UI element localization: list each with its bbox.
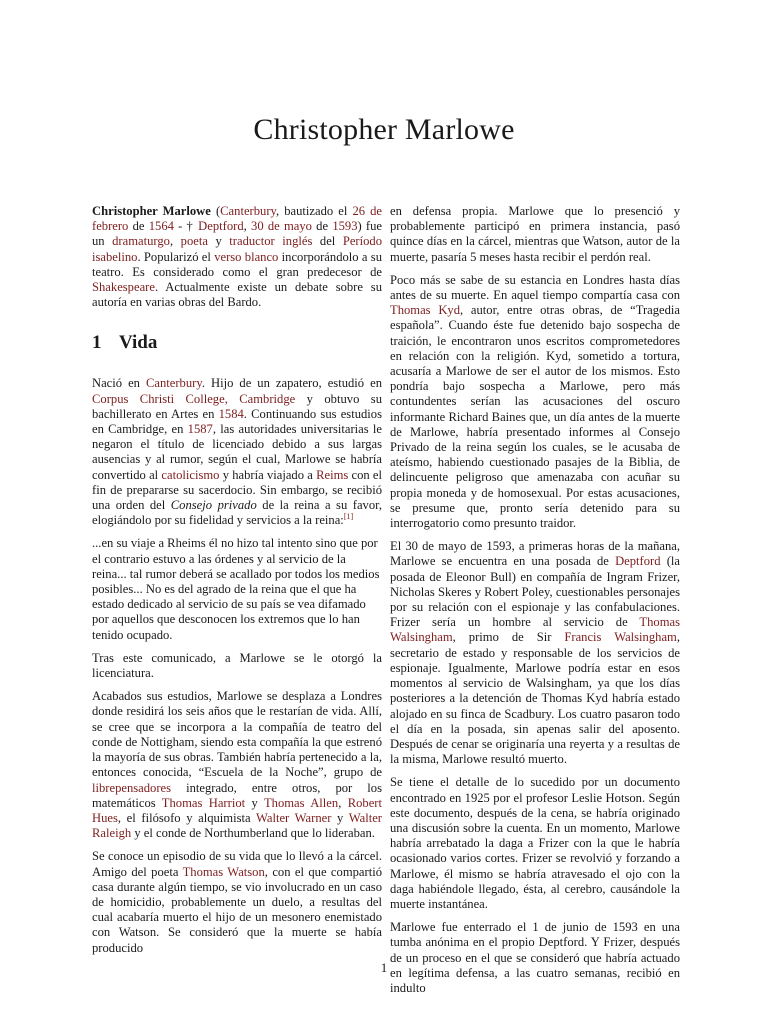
text: y el conde de Northumberland que lo lideraban. [131,826,375,841]
link-thomas-allen[interactable]: Thomas Allen [263,795,339,810]
paragraph [92,376,382,528]
link-walter-warner[interactable]: Walter Warner [256,810,332,825]
link-canterbury[interactable]: Canterbury [220,204,276,218]
link-deptford[interactable]: Deptford [198,219,244,234]
paragraph: Marlowe fue enterrado el 1 de junio de 1593 en una tumba anónima en el propio Deptford. Y Frizer, después de un proceso en el que se consideró que habría actuado en legítima defensa, a las cuatro semanas, recibió en indulto [390,920,680,995]
section-number: 1 [92,332,102,354]
text: El 30 de mayo de 1593, a primeras horas de la mañana, Marlowe se encuentra en una posada de [390,539,680,569]
paragraph [92,689,382,841]
link-walter-raleigh[interactable]: Walter Raleigh [92,810,382,841]
text: y obtuvo su bachillerato en Artes en [92,391,382,421]
text: de [311,219,333,234]
text: , bautizado el [276,204,353,218]
link-30-mayo[interactable]: 30 de mayo [251,219,312,234]
link-canterbury[interactable]: Canterbury [145,376,202,391]
text: , [243,219,252,234]
link-thomas-walsingham[interactable]: Thomas Walsingham [390,615,680,645]
link-traductor[interactable]: traductor [229,234,275,249]
page-number: 1 [380,960,388,975]
link-dramaturgo[interactable]: dramaturgo [112,234,170,249]
paragraph: Tras este comunicado, a Marlowe se le otorgó la licenciatura. [92,650,382,681]
text: , secretario de estado y responsable de los servicios de espionaje. Igualmente, Marlowe podría estar en esos momentos al servicio de Walsingham, ya que los días posteriores a la detención de Thomas Kyd habría estado alojado en su finca de Scadbury. Los cuatro pasaron todo el día en la posada, sin apenas salir del aposento. Después de cenar se originaría una reyerta y a resultas de la misma, Marlowe resultó muerto. [390,630,680,767]
link-1564[interactable]: 1564 [148,219,174,234]
text: Nació en [92,376,146,391]
page-title: Christopher Marlowe [253,113,515,146]
link-26-febrero[interactable]: 26 de febrero [92,204,382,234]
link-francis-walsingham[interactable]: Francis Walsingham [564,630,677,645]
link-1593[interactable]: 1593 [332,219,358,234]
text: , primo de Sir [452,630,565,645]
link-1587[interactable]: 1587 [187,422,213,437]
text: ) fue un [92,219,383,249]
paragraph [92,849,382,955]
text: , con el que compartió casa durante algún tiempo, se vio involucrado en un caso de homicidio, probablemente un duelo, a resultas del cual acabaría muerto el hijo de un mesonero enemistado con Watson. Se consideró que la muerte se había producido [92,864,382,955]
footnote-ref[interactable]: [1] [343,512,354,522]
text: Poco más se sabe de su estancia en Londres hasta días antes de su muerte. En aquel tiempo compartía casa con [390,272,680,303]
paragraph [390,273,680,531]
text: , [338,795,348,810]
link-deptford[interactable]: Deptford [615,554,661,569]
text: - † [173,219,199,234]
text: , las autoridades universitarias le negaron el título de licenciado debido a sus largas ausencias y al rumor, según el cual, Marlowe se habría convertido al [92,422,382,482]
text: Se conoce un episodio de su vida que lo llevó a la cárcel. Amigo del poeta [92,849,382,879]
text: integrado, entre otros, por los matemáticos [92,780,382,810]
link-reims[interactable]: Reims [316,467,349,482]
link-thomas-kyd[interactable]: Thomas Kyd [390,303,461,318]
paragraph: Se tiene el detalle de lo sucedido por un documento encontrado en 1925 por el profesor Leslie Hotson. Según este documento, después de la cena, se habría originado una discusión sobre la cuenta. En un momento, Marlowe habría arrebatado la daga a Frizer con la que le habría ocasionado varios cortes. Frizer se revolvió y forzando a Marlowe, él mismo se habría atravesado el ojo con la daga habiéndole llegado, ésta, al cerebro, causándole la muerte instantánea. [390,775,680,911]
text: . Popularizó el [137,249,215,264]
text: y [331,810,349,825]
section-heading [92,332,382,354]
text: , [169,234,181,249]
paragraph [390,539,680,767]
paragraph: en defensa propia. Marlowe que lo presenció y probablemente participó en primera instancia, pasó quince días en la cárcel, mientras que Watson, autor de la muerte, pasaría 5 meses hasta recibir el perdón real. [390,204,680,264]
link-1584[interactable]: 1584 [218,406,244,421]
link-corpus-christi[interactable]: Corpus Christi College, Cambridge [92,391,296,406]
section-title: Vida [119,332,158,354]
text: y [245,795,264,810]
italic-term: Consejo privado [170,498,257,513]
link-catolicismo[interactable]: catolicismo [161,467,220,482]
text: del [312,234,343,249]
text: y [207,234,230,249]
link-robert-hues[interactable]: Robert Hues [92,795,382,825]
text: de [128,219,149,234]
text: . Continuando sus estudios en Cambridge, en [92,406,382,437]
text: , autor, entre otras obras, de “Tragedia española”. Cuando éste fue detenido bajo sospecha de traición, le encontraron unos escritos comprometedores en relación con la religión. Kyd, sometido a tortura, acusaría a Marlowe de ser el autor de los mismos. Esto pondría bajo sospecha a Marlowe, pero más contundentes serían las acusaciones del oscuro informante Richard Baines que, un día antes de la muerte de Marlowe, habría presentado informes al Consejo Privado de la reina según los cuales, se le acusaba de ateísmo, habiendo cuestionado pasajes de la Biblia, de delincuente peligroso que amenazaba con acuñar su propia moneda y de homosexual. Por estas acusaciones, se presume que, pronto sería detenido para su interrogatorio como presunto traidor. [390,303,680,531]
right-column [390,204,680,1004]
text: incorporándolo a su teatro. Es considerado como el gran predecesor de [92,249,382,279]
link-librepensadores[interactable]: librepensadores [92,780,172,795]
text: , el filósofo y alquimista [117,810,256,825]
link-thomas-harriot[interactable]: Thomas Harriot [161,795,246,810]
block-quote: ...en su viaje a Rheims él no hizo tal intento sino que por el contrario estuvo a las órdenes y al servicio de la reina... tal rumor deberá se acallado por todos los medios posibles... No es del agrado de la reina que el que ha estado dedicado al servicio de su país se vea difamado por aquellos que desconocen los extremos que lo han tenido ocupado. [92,536,380,642]
link-ingles[interactable]: inglés [282,234,313,249]
link-thomas-watson[interactable]: Thomas Watson [182,864,265,879]
text: y habría viajado a [219,467,317,482]
text: (la posada de Eleonor Bull) en compañía de Ingram Frizer, Nicholas Skeres y Robert Poley, cuestionables personajes por su relación con el espionaje y las confabulaciones. Frizer sería un hombre al servicio de [390,554,680,630]
left-column [92,204,382,964]
intro-paragraph [92,204,382,310]
subject-name: Christopher Marlowe [92,204,211,218]
text: ( [210,204,221,218]
text: con el fin de prepararse su sacerdocio. Sin embargo, se recibió una orden del [92,467,383,513]
text: . Actualmente existe un debate sobre su autoría en varias obras del Bardo. [92,280,382,310]
link-verso-blanco[interactable]: verso blanco [214,249,279,264]
link-periodo-isabelino[interactable]: Período isabelino [92,234,383,264]
text: Acabados sus estudios, Marlowe se desplaza a Londres donde residirá los seis años que le restarían de vida. Allí, se cree que se incorpora a la compañía de teatro del conde de Nottigham, siendo esta compañía la que estrenó la mayoría de sus obras. También habría pertenecido a la, entonces conocida, “Escuela de la Noche”, grupo de [92,689,382,780]
text: . Hijo de un zapatero, estudió en [201,376,382,391]
link-shakespeare[interactable]: Shakespeare [92,280,155,295]
link-poeta[interactable]: poeta [180,234,208,249]
text: de la reina a su favor, elogiándolo por su fidelidad y servicios a la reina: [92,498,382,528]
